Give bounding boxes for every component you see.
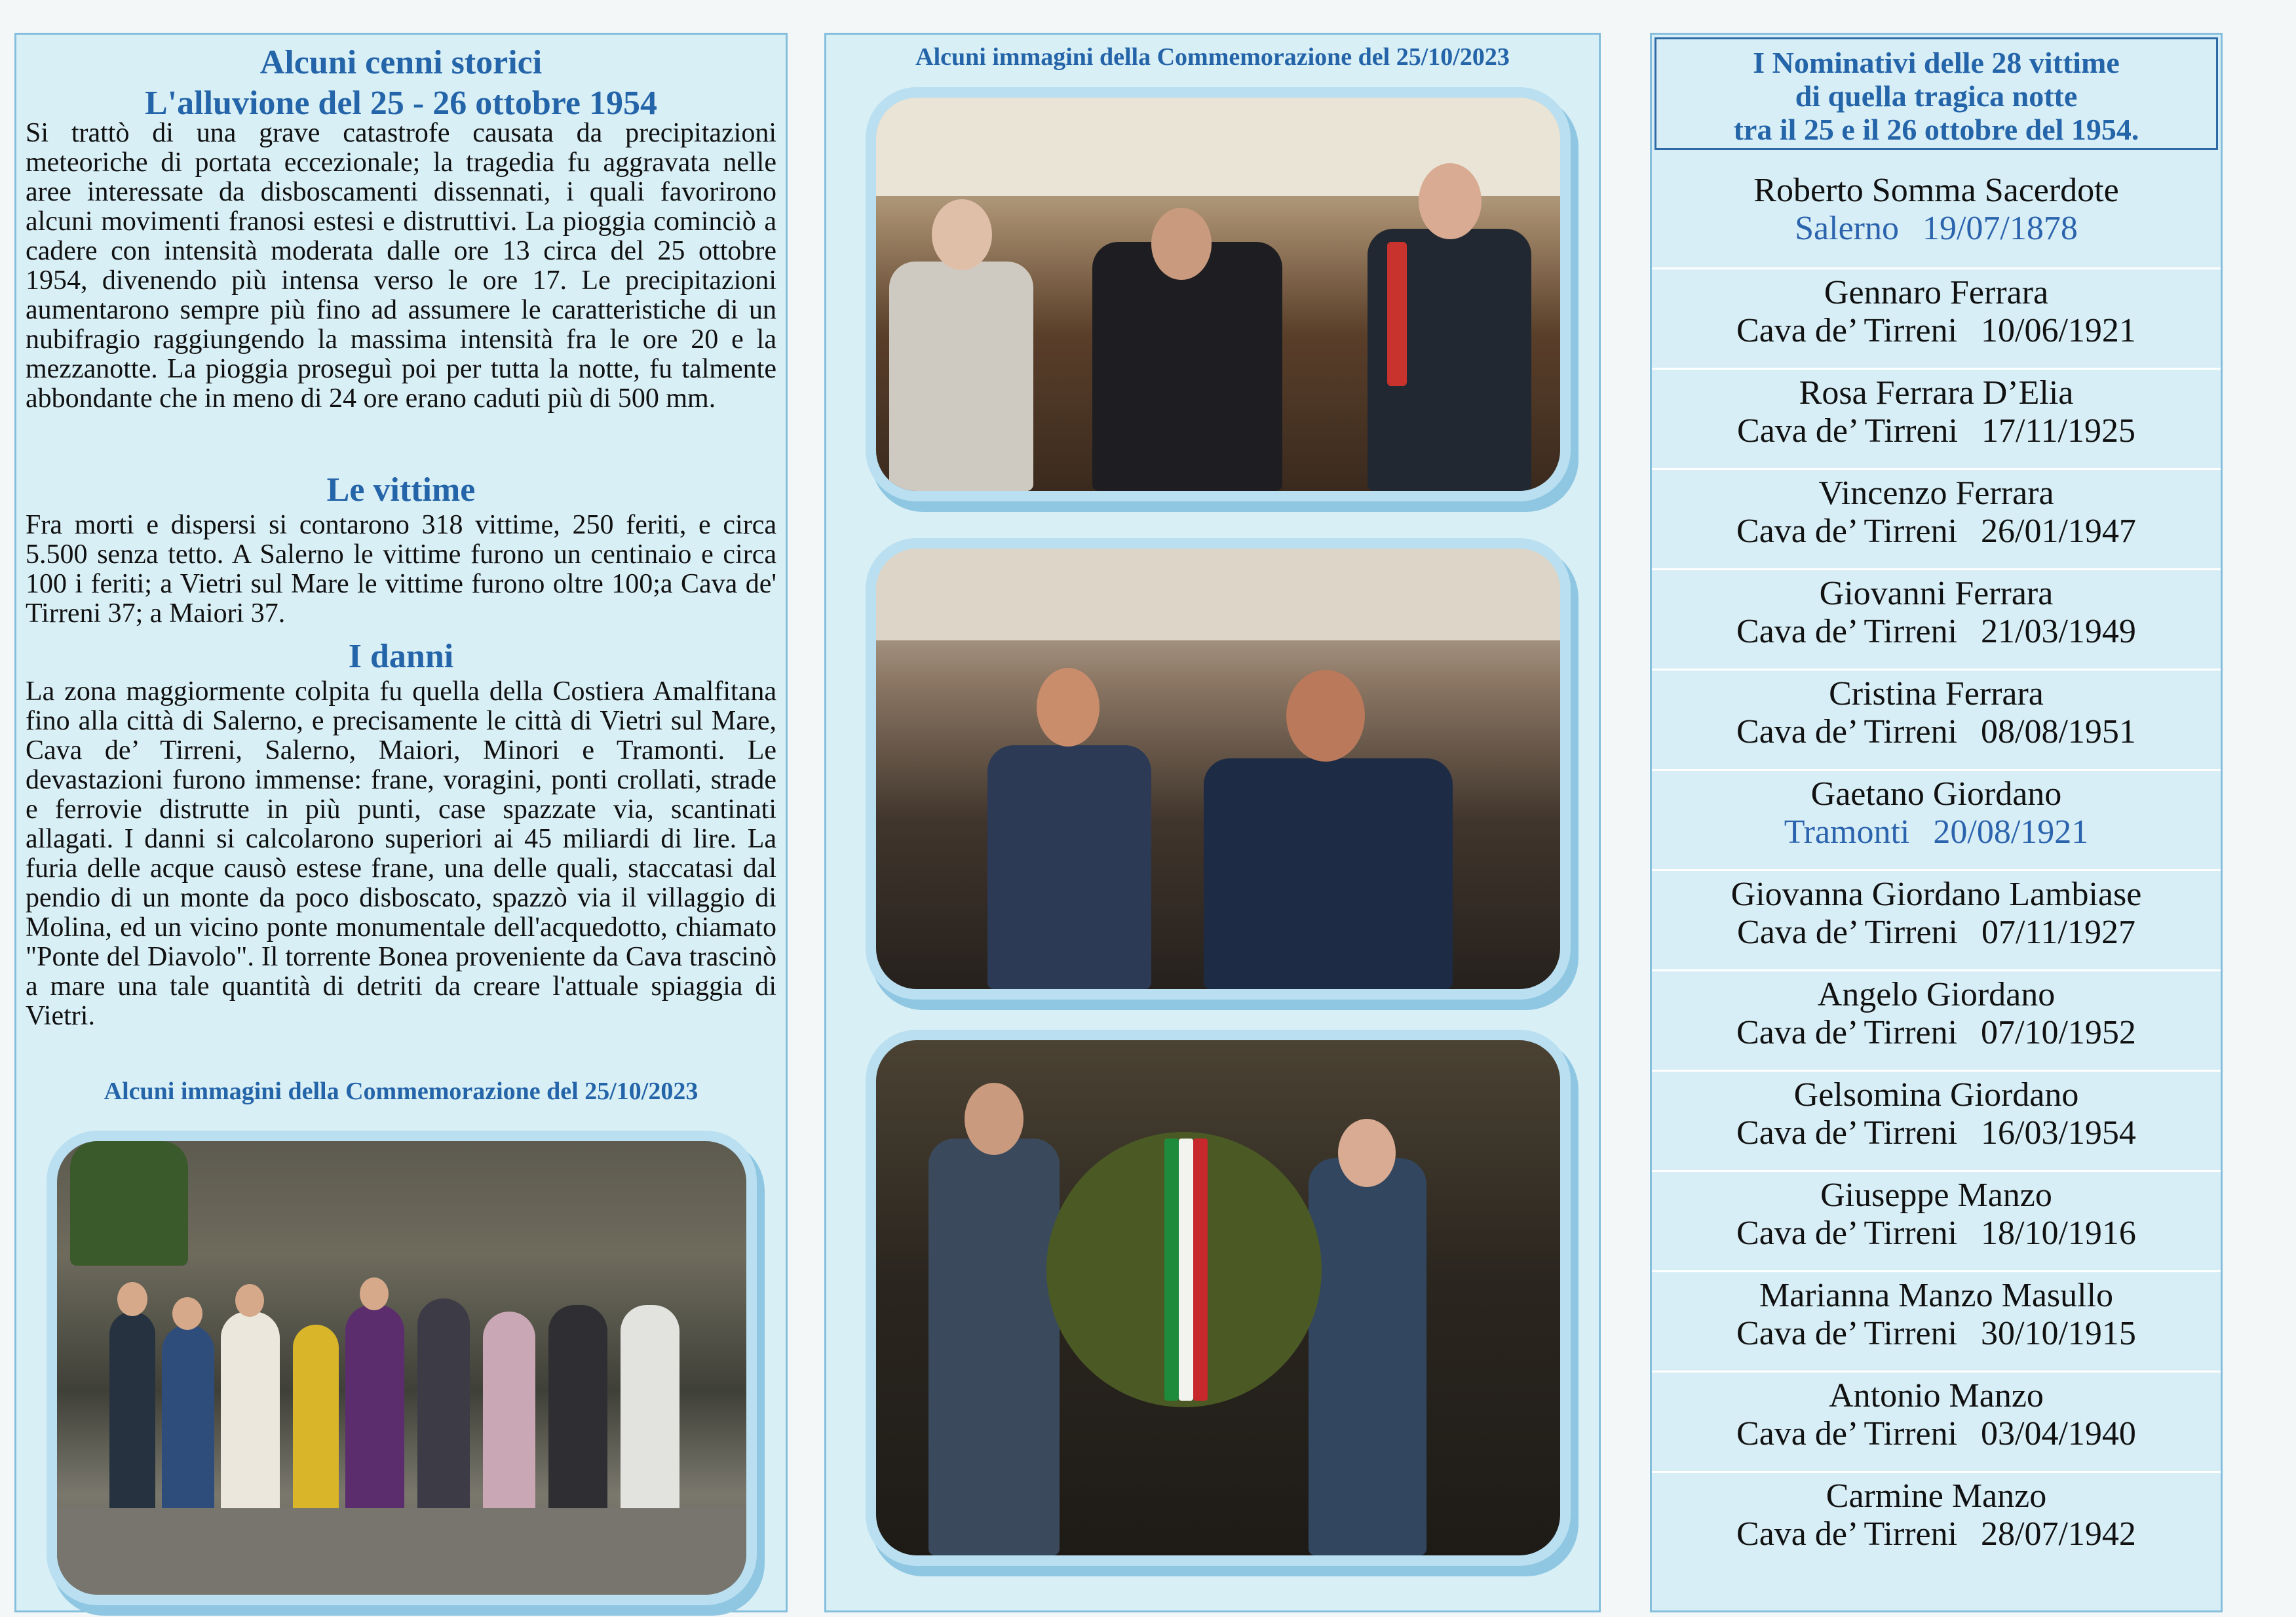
church-mass-photo <box>876 98 1560 491</box>
victim-place: Cava de’ Tirreni <box>1736 613 1958 650</box>
photo-person <box>987 745 1151 989</box>
photo-person-head <box>1338 1119 1396 1187</box>
victim-place: Cava de’ Tirreni <box>1736 1215 1958 1252</box>
victim-date: 03/04/1940 <box>1981 1415 2136 1452</box>
victim-origin <box>1652 1114 2221 1153</box>
photo-person <box>928 1139 1060 1555</box>
victim-entry <box>1652 669 2221 767</box>
victim-origin <box>1652 209 2221 248</box>
victim-name: Gaetano Giordano <box>1810 775 2062 813</box>
victim-name: Carmine Manzo <box>1826 1477 2047 1515</box>
victim-place: Salerno <box>1795 210 1899 247</box>
photo-person-head <box>360 1277 389 1310</box>
victim-place: Cava de’ Tirreni <box>1736 1014 1958 1051</box>
victim-date: 10/06/1921 <box>1981 312 2136 349</box>
photo-person-head <box>172 1297 202 1330</box>
photo-person <box>1204 758 1453 989</box>
victim-origin <box>1652 412 2221 451</box>
victim-origin <box>1652 1214 2221 1253</box>
photos-panel <box>824 33 1601 1612</box>
history-title <box>16 43 786 124</box>
victim-name: Antonio Manzo <box>1829 1377 2044 1414</box>
victim-name: Giovanni Ferrara <box>1819 575 2054 612</box>
photo-ribbon-green <box>1164 1139 1179 1401</box>
victim-entry <box>1652 267 2221 366</box>
victim-date: 16/03/1954 <box>1981 1114 2136 1152</box>
photo-person <box>1309 1158 1426 1555</box>
victim-place: Cava de’ Tirreni <box>1736 513 1958 550</box>
photo-foliage <box>70 1141 188 1266</box>
victim-place: Cava de’ Tirreni <box>1737 914 1958 951</box>
photo-person <box>889 262 1033 491</box>
history-title-line1: Alcuni cenni storici <box>259 44 543 81</box>
photo-person <box>417 1298 470 1515</box>
photo-person-head <box>1419 163 1482 239</box>
photo-person <box>483 1312 535 1521</box>
photo-person <box>109 1312 155 1528</box>
photo-person-head <box>965 1083 1024 1155</box>
victim-name: Gelsomina Giordano <box>1793 1076 2079 1114</box>
history-panel <box>14 33 788 1612</box>
victims-list-title-line3: tra il 25 e il 26 ottobre del 1954. <box>1733 113 2139 146</box>
victim-entry <box>1652 869 2221 967</box>
victim-place: Cava de’ Tirreni <box>1736 312 1958 349</box>
victim-date: 07/10/1952 <box>1981 1014 2136 1051</box>
victim-origin <box>1652 813 2221 852</box>
victims-paragraph: Fra morti e dispersi si contarono 318 vittime, 250 feriti, e circa 5.500 senza tetto. A Salerno le vittime furono un centinaio e circa 100 i feriti; a Vietri sul Mare le vittime furono oltre 100;a Cava de' Tirreni 37; a Maiori 37. <box>26 510 776 629</box>
church-congregation-photo <box>876 549 1560 989</box>
victims-list-title <box>1655 37 2218 150</box>
victim-name: Gennaro Ferrara <box>1824 274 2049 311</box>
victim-entry <box>1652 1471 2221 1569</box>
victim-entry <box>1652 1371 2221 1469</box>
photo-ribbon-white <box>1179 1139 1193 1401</box>
victim-origin <box>1652 512 2221 551</box>
victim-entry <box>1652 1170 2221 1268</box>
victim-entry <box>1652 1270 2221 1369</box>
victim-entry <box>1652 568 2221 667</box>
victim-date: 26/01/1947 <box>1981 513 2136 550</box>
victim-place: Tramonti <box>1784 813 1910 851</box>
victim-entry <box>1652 769 2221 867</box>
victim-origin <box>1652 1414 2221 1454</box>
history-paragraph: Si trattò di una grave catastrofe causata da precipitazioni meteoriche di portata eccezionale; la tragedia fu aggravata nelle aree interessate da disboscamenti dissennati, i quali favorirono alcuni movimenti franosi estesi e distruttivi. La pioggia cominciò a cadere con intensità moderata dalle ore 13 circa del 25 ottobre 1954, divenendo più intensa verso le ore 17. Le precipitazioni aumentarono sempre più fino ad assumere le caratteristiche di un nubifragio raggiungendo la massima intensità fra le ore 20 e la mezzanotte. La pioggia proseguì poi per tutta la notte, fu talmente abbondante che in meno di 24 ore erano caduti più di 500 mm. <box>26 118 776 414</box>
photo-person <box>621 1305 679 1521</box>
victim-date: 17/11/1925 <box>1981 412 2135 450</box>
victim-origin <box>1652 712 2221 752</box>
victim-name: Angelo Giordano <box>1817 976 2056 1013</box>
victim-name: Roberto Somma Sacerdote <box>1753 172 2119 209</box>
victim-origin <box>1652 1515 2221 1554</box>
victim-name: Giuseppe Manzo <box>1820 1177 2052 1214</box>
photo-ribbon-red <box>1193 1139 1208 1401</box>
photo-person <box>293 1325 339 1521</box>
photo-sash <box>1387 242 1407 386</box>
victim-origin <box>1652 612 2221 652</box>
victims-heading: Le vittime <box>326 471 476 509</box>
victim-place: Cava de’ Tirreni <box>1736 1415 1958 1452</box>
victim-entry <box>1652 1070 2221 1168</box>
victim-origin <box>1652 913 2221 952</box>
victim-date: 20/08/1921 <box>1933 813 2089 851</box>
photo-person-head <box>1286 670 1365 762</box>
victim-origin <box>1652 311 2221 351</box>
photo-wall <box>876 549 1560 640</box>
photo-person-head <box>1151 208 1212 280</box>
commemoration-group-photo <box>57 1141 746 1595</box>
wreath-laying-photo <box>876 1040 1560 1555</box>
victim-name: Cristina Ferrara <box>1829 675 2044 712</box>
victim-name: Vincenzo Ferrara <box>1818 475 2054 512</box>
victim-date: 07/11/1927 <box>1981 914 2135 951</box>
photo-person <box>345 1305 404 1521</box>
victim-entry <box>1652 468 2221 566</box>
photo-person <box>162 1325 214 1528</box>
damage-heading: I danni <box>348 638 454 675</box>
photo-person <box>548 1305 607 1521</box>
victim-name: Marianna Manzo Masullo <box>1759 1277 2114 1314</box>
victim-date: 08/08/1951 <box>1981 713 2136 750</box>
photo-caption: Alcuni immagini della Commemorazione del 25/10/2023 <box>915 43 1510 71</box>
photo-person <box>221 1312 280 1528</box>
photo-person-head <box>235 1284 264 1317</box>
victim-place: Cava de’ Tirreni <box>1736 1114 1958 1152</box>
photo-person-head <box>1037 668 1100 747</box>
victim-place: Cava de’ Tirreni <box>1736 1315 1958 1352</box>
victim-entry <box>1652 368 2221 466</box>
photo-person-head <box>932 199 992 270</box>
victim-date: 21/03/1949 <box>1981 613 2136 650</box>
victim-place: Cava de’ Tirreni <box>1737 412 1958 450</box>
photo-caption: Alcuni immagini della Commemorazione del 25/10/2023 <box>104 1078 698 1105</box>
victim-date: 18/10/1916 <box>1981 1215 2136 1252</box>
victim-name: Giovanna Giordano Lambiase <box>1731 876 2142 913</box>
victim-entry <box>1652 969 2221 1068</box>
victim-origin <box>1652 1013 2221 1053</box>
history-title-line2: L'alluvione del 25 - 26 ottobre 1954 <box>145 85 657 122</box>
victim-date: 30/10/1915 <box>1981 1315 2136 1352</box>
victim-date: 19/07/1878 <box>1922 210 2078 247</box>
photo-cobblestone <box>57 1508 746 1595</box>
photo-person-head <box>117 1282 147 1316</box>
victims-list-panel <box>1650 33 2223 1612</box>
victim-place: Cava de’ Tirreni <box>1736 713 1958 750</box>
photo-person <box>1092 242 1282 491</box>
victim-entry <box>1652 167 2221 265</box>
victim-place: Cava de’ Tirreni <box>1736 1515 1958 1553</box>
victim-name: Rosa Ferrara D’Elia <box>1799 374 2074 412</box>
damage-paragraph: La zona maggiormente colpita fu quella della Costiera Amalfitana fino alla città di Salerno, e precisamente le città di Vietri sul Mare, Cava de’ Tirreni, Salerno, Maiori, Minori e Tramonti. Le devastazioni furono immense: frane, voragini, ponti crollati, strade e ferrovie distrutte in più punti, case spazzate via, scantinati allagati. I danni si calcolarono superiori ai 45 miliardi di lire. La furia delle acque causò estese frane, una delle quali, staccatasi dal pendio di un monte da poco disboscato, spazzò via il villaggio di Molina, ed un vicino ponte monumentale dell'acquedotto, chiamato "Ponte del Diavolo". Il torrente Bonea proveniente da Cava trascinò a mare una tale quantità di detriti da creare l'attuale spiaggia di Vietri. <box>26 676 776 1031</box>
victim-origin <box>1652 1314 2221 1354</box>
victims-list-title-line1: I Nominativi delle 28 vittime <box>1753 46 2120 79</box>
victim-date: 28/07/1942 <box>1981 1515 2136 1553</box>
victims-list-title-line2: di quella tragica notte <box>1795 79 2078 113</box>
